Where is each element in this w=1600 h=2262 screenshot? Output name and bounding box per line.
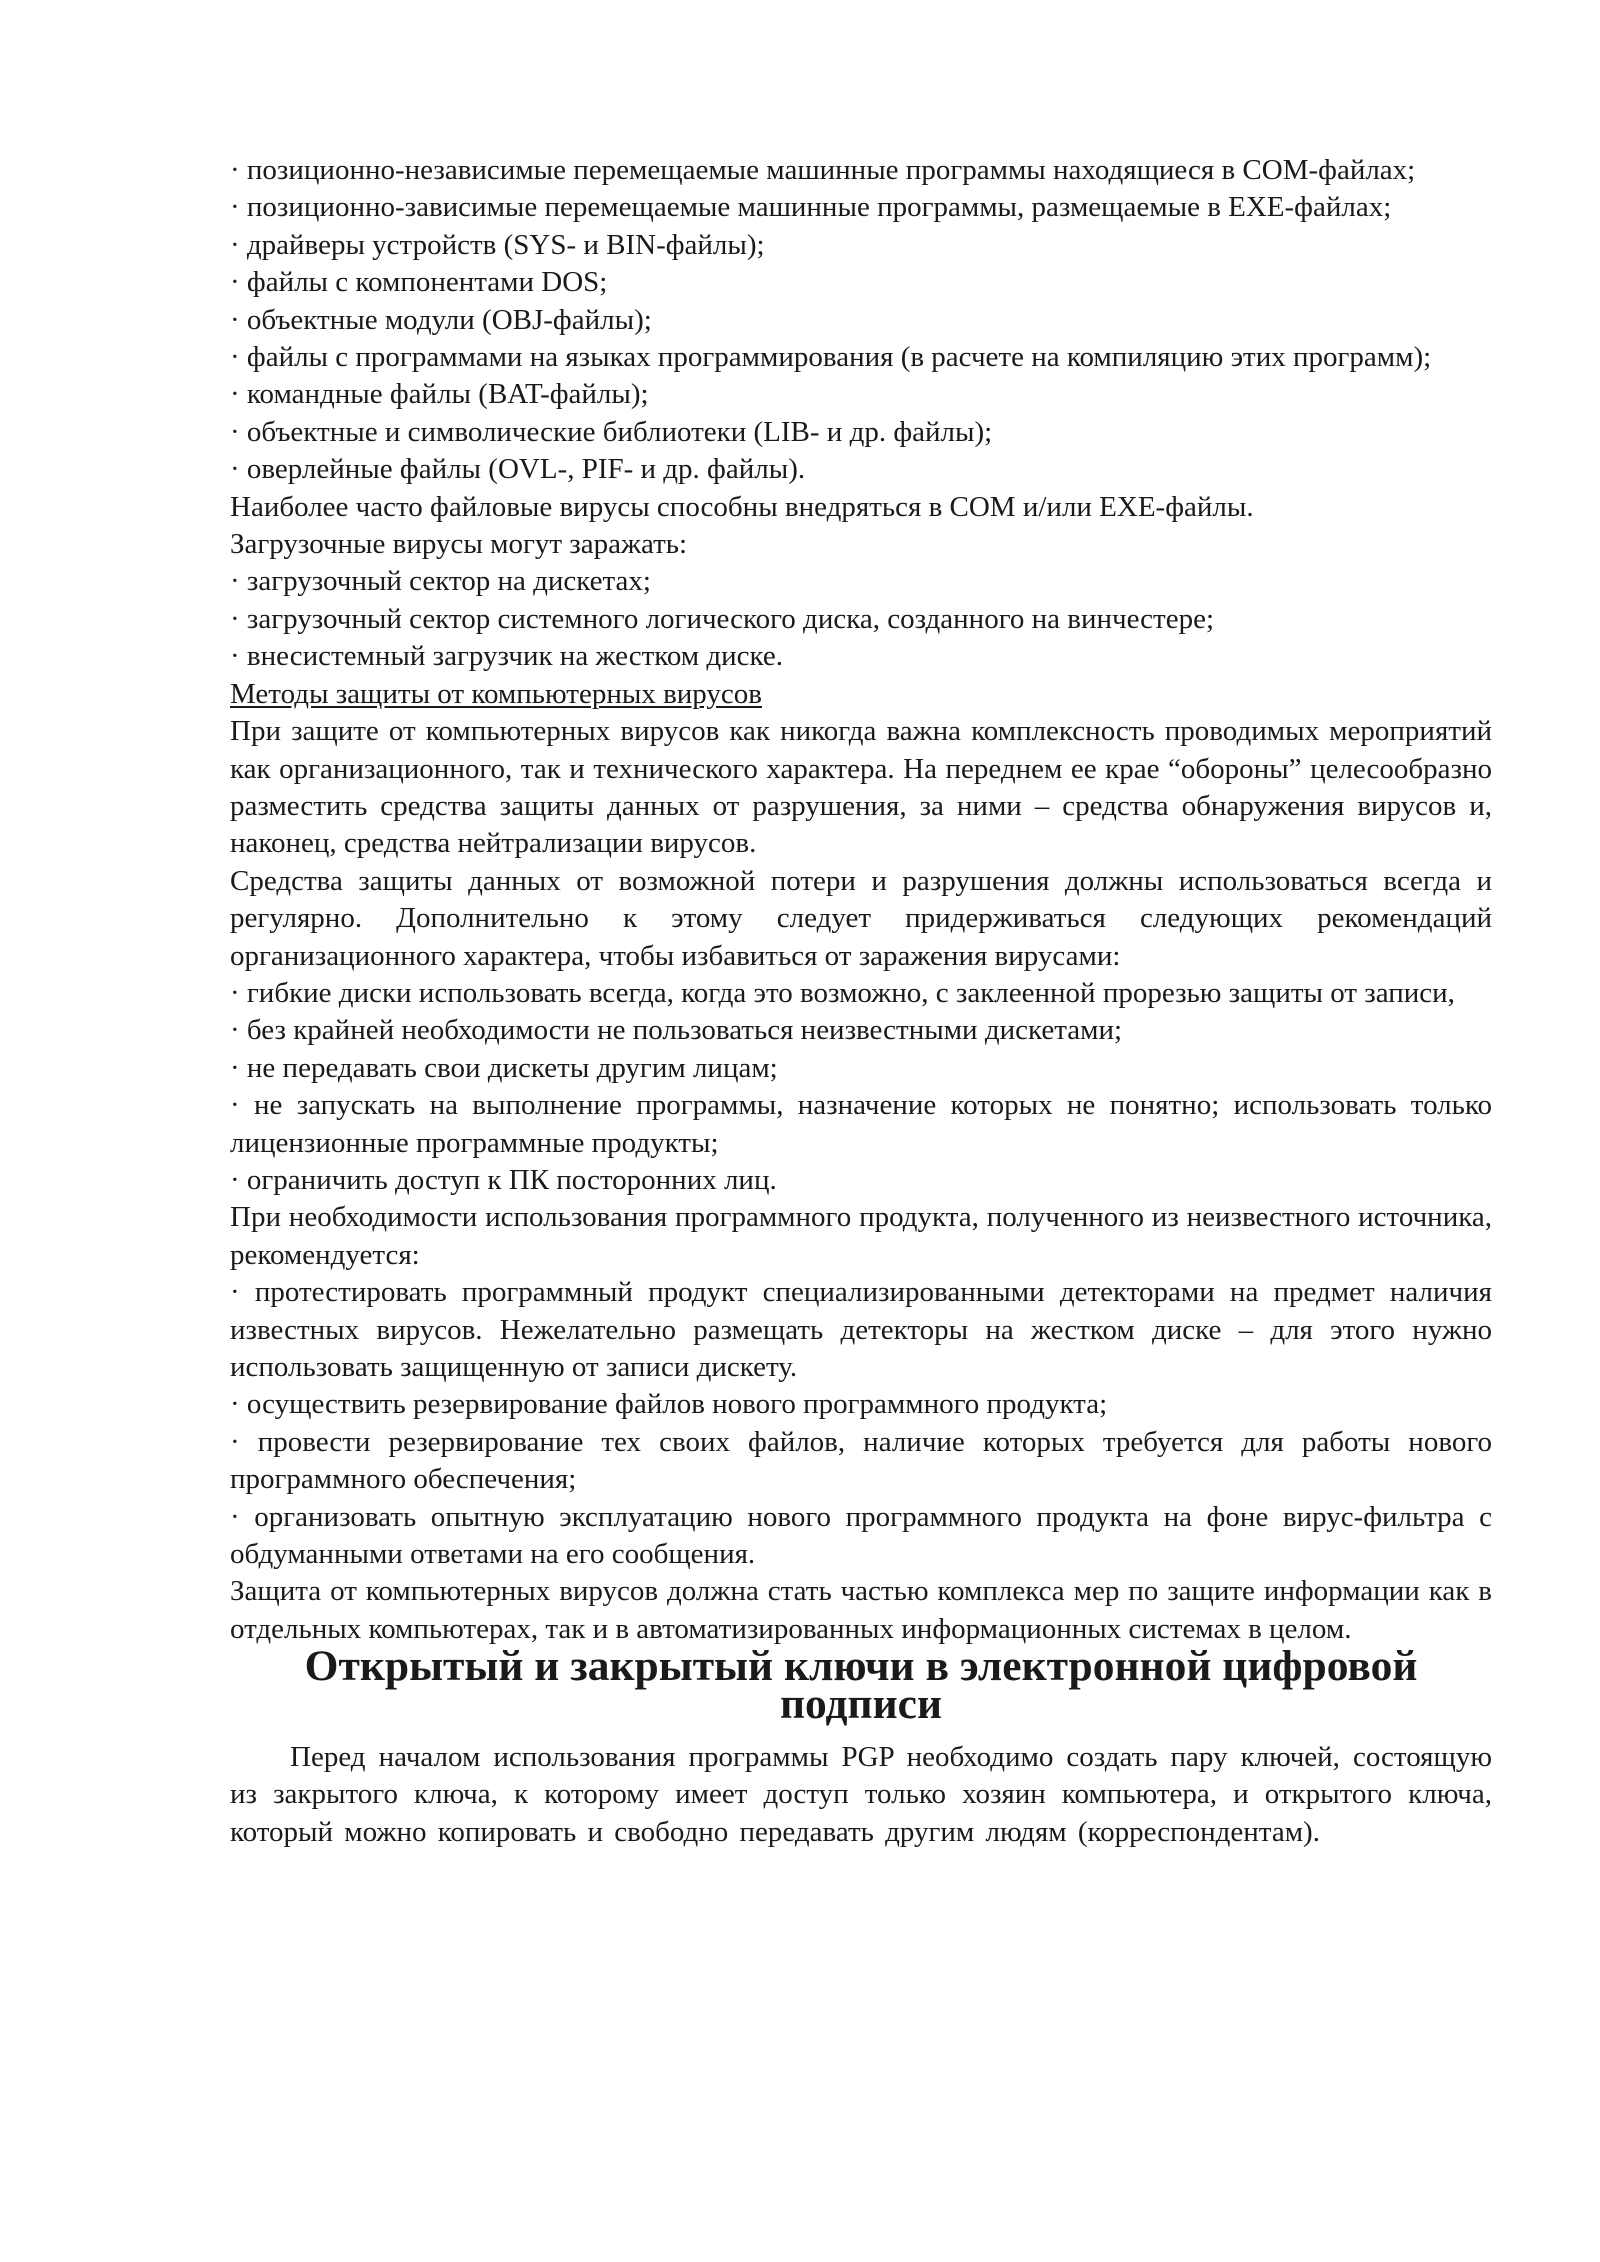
list-item: · протестировать программный продукт специализированными детекторами на предмет наличия известных вирусов. Нежелательно размещать детекторы на жестком диске – для этого нужно использовать защищенную от записи дискету.	[230, 1276, 1492, 1383]
list-item: · позиционно-независимые перемещаемые машинные программы находящиеся в COM-файлах;	[230, 154, 1416, 186]
list-item: · объектные модули (OBJ-файлы);	[230, 303, 652, 336]
list-item: · командные файлы (BAT-файлы);	[230, 378, 649, 411]
list-item: · загрузочный сектор системного логического диска, созданного на винчестере;	[230, 602, 1215, 635]
list-item: · провести резервирование тех своих файлов, наличие которых требуется для работы нового программного обеспечения;	[230, 1425, 1492, 1496]
methods-paragraph-2: Средства защиты данных от возможной потери и разрушения должны использоваться всегда и регулярно. Дополнительно к этому следует придерживаться следующих рекомендаций организационного характера, чтобы избавиться от заражения вирусами:	[230, 864, 1492, 972]
methods-title: Методы защиты от компьютерных вирусов	[230, 677, 762, 710]
document-page	[230, 152, 1492, 1851]
file-types-list	[230, 152, 1492, 489]
list-item: · позиционно-зависимые перемещаемые машинные программы, размещаемые в EXE-файлах;	[230, 191, 1392, 224]
list-item: · не запускать на выполнение программы, назначение которых не понятно; использовать только лицензионные программные продукты;	[230, 1089, 1492, 1159]
list-item: · файлы с программами на языках программирования (в расчете на компиляцию этих программ);	[230, 341, 1432, 374]
unknown-source-intro: При необходимости использования программного продукта, полученного из неизвестного источника, рекомендуется:	[230, 1201, 1492, 1271]
list-item: · не передавать свои дискеты другим лицам;	[230, 1051, 778, 1084]
boot-viruses-intro: Загрузочные вирусы могут заражать:	[230, 528, 688, 561]
section-heading: Открытый и закрытый ключи в электронной цифровой подписи	[304, 1642, 1418, 1728]
list-item: · внесистемный загрузчик на жестком диске.	[230, 640, 784, 673]
methods-paragraph-1: При защите от компьютерных вирусов как никогда важна комплексность проводимых мероприятий как организационного, так и технического характера. На переднем ее крае “обороны” целесообразно разместить средства защиты данных от разрушения, за ними – средства обнаружения вирусов и, наконец, средства нейтрализации вирусов.	[230, 715, 1492, 860]
list-item: · гибкие диски использовать всегда, когда это возможно, с заклеенной прорезью защиты от записи,	[230, 976, 1455, 1009]
list-item: · загрузочный сектор на дискетах;	[230, 565, 651, 598]
list-item: · осуществить резервирование файлов нового программного продукта;	[230, 1388, 1108, 1421]
pgp-paragraph: Перед началом использования программы PGP необходимо создать пару ключей, состоящую из закрытого ключа, к которому имеет доступ только хозяин компьютера, и открытого ключа, который можно копировать и свободно передавать другим людям (корреспондентам).	[230, 1741, 1492, 1848]
list-item: · файлы с компонентами DOS;	[230, 266, 608, 299]
boot-targets-list	[230, 563, 1492, 675]
list-item: · ограничить доступ к ПК посторонних лиц.	[230, 1163, 777, 1196]
file-viruses-note: Наиболее часто файловые вирусы способны внедряться в COM и/или EXE-файлы.	[230, 490, 1254, 523]
list-item: · организовать опытную эксплуатацию нового программного продукта на фоне вирус-фильтра с обдуманными ответами на его сообщения.	[230, 1500, 1492, 1571]
list-item: · драйверы устройств (SYS- и BIN-файлы);	[230, 228, 765, 261]
list-item: · без крайней необходимости не пользоваться неизвестными дискетами;	[230, 1014, 1123, 1047]
list-item: · оверлейные файлы (OVL-, PIF- и др. файлы).	[230, 453, 806, 486]
list-item: · объектные и символические библиотеки (LIB- и др. файлы);	[230, 415, 993, 448]
unknown-source-recommendations-list	[230, 1274, 1492, 1573]
conclusion-paragraph: Защита от компьютерных вирусов должна стать частью комплекса мер по защите информации как в отдельных компьютерах, так и в автоматизированных информационных системах в целом.	[230, 1575, 1492, 1645]
organizational-recommendations-list	[230, 975, 1492, 1199]
